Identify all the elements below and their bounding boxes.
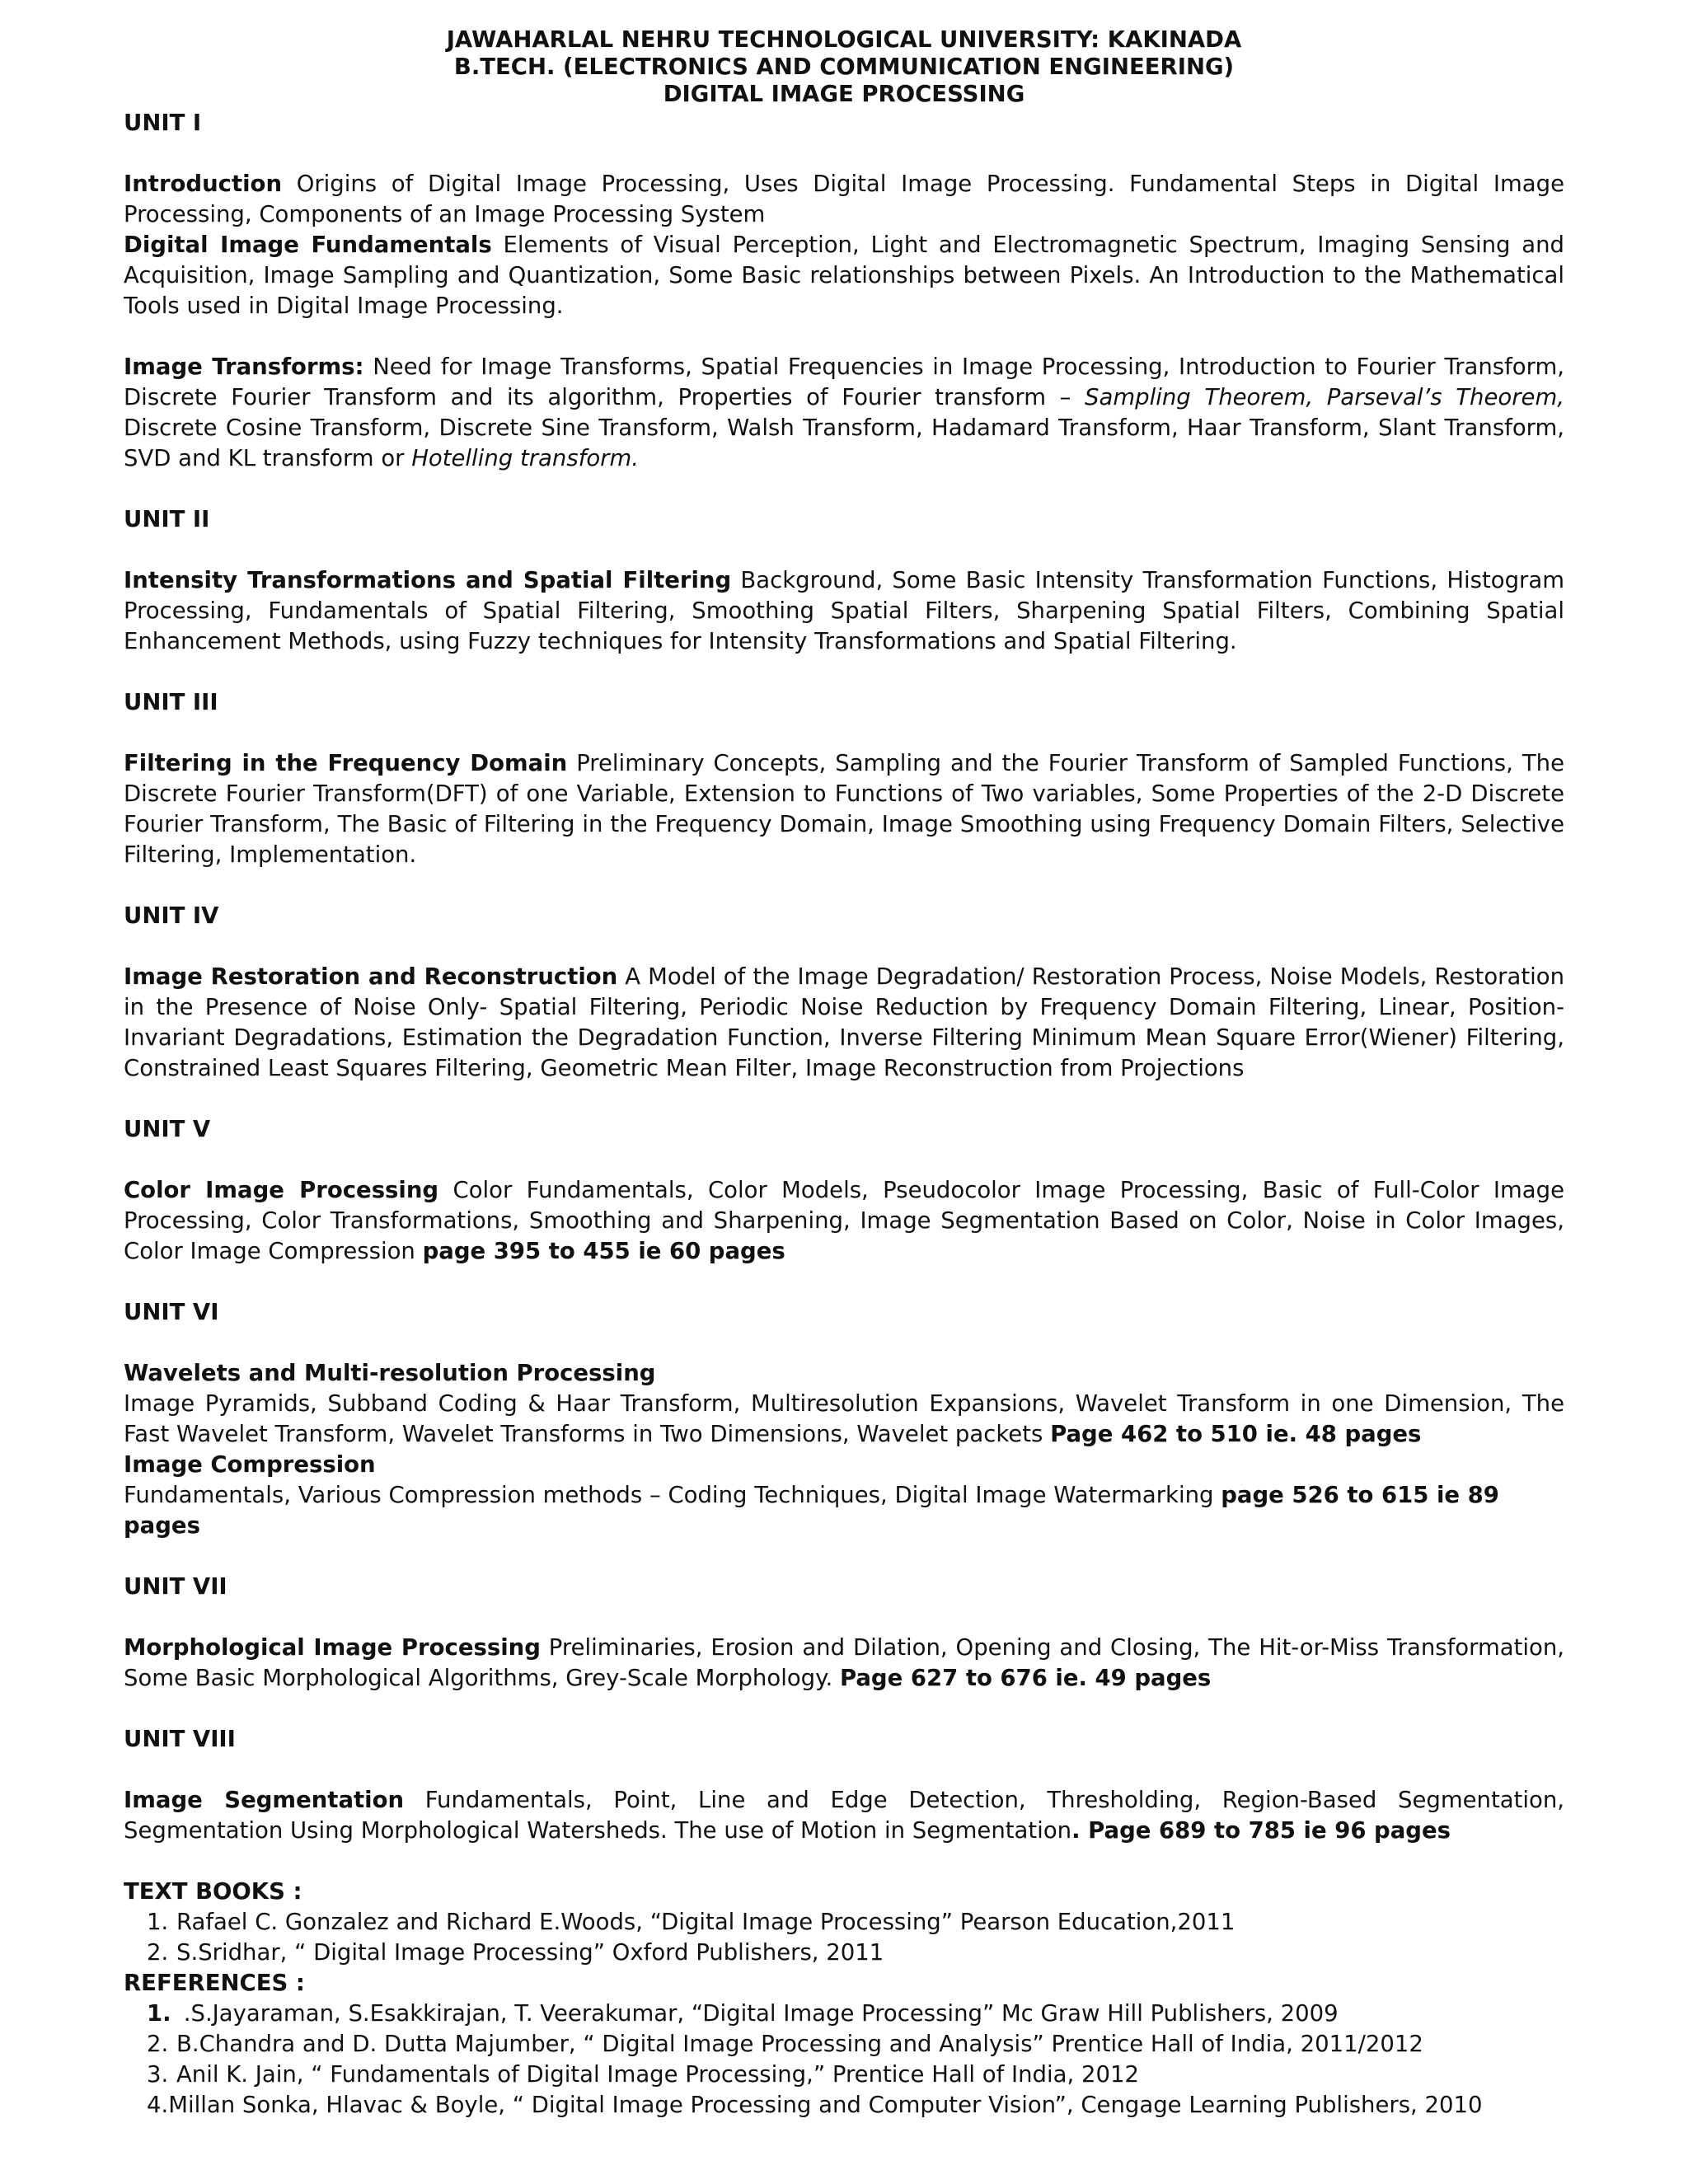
list-item — [124, 1907, 1564, 1938]
topic-heading: Color Image Processing — [124, 1177, 439, 1203]
textbooks-heading: TEXT BOOKS : — [124, 1878, 302, 1905]
topic-heading: Digital Image Fundamentals — [124, 232, 492, 258]
list-item — [124, 2060, 1564, 2090]
list-number: 3. — [147, 2061, 169, 2088]
list-item: 4.Millan Sonka, Hlavac & Boyle, “ Digital Image Processing and Computer Vision”, Cengage Learning Publishers, 2010 — [147, 2092, 1483, 2118]
topic-text: Discrete Cosine Transform, Discrete Sine Transform, Walsh Transform, Hadamard Transform, Haar Transform, Slant Transform, SVD and KL transform or — [124, 415, 1564, 471]
list-item — [124, 2029, 1564, 2060]
topic-text: Fundamentals, Various Compression methods – Coding Techniques, Digital Image Watermarking — [124, 1482, 1221, 1508]
unit-6-wavelets-body — [124, 1389, 1564, 1450]
unit-6-heading: UNIT VI — [124, 1299, 219, 1325]
references-list — [124, 1999, 1564, 2090]
unit-3-body — [124, 748, 1564, 870]
unit-6-compression-heading: Image Compression — [124, 1451, 376, 1478]
page-range: Page 462 to 510 ie. 48 pages — [1050, 1421, 1422, 1447]
list-number: 1. — [147, 1909, 169, 1935]
list-text: B.Chandra and D. Dutta Majumber, “ Digital Image Processing and Analysis” Prentice Hall of India, 2011/2012 — [176, 2031, 1423, 2057]
page-range: . Page 689 to 785 ie 96 pages — [1071, 1817, 1451, 1844]
unit-4-body — [124, 962, 1564, 1084]
topic-text: Fundamentals, Point, Line and Edge Detection, Thresholding, Region-Based Segmentation, Segmentation Using Morphological Watersheds. The use of Motion in Segmentation — [124, 1787, 1565, 1844]
unit-1-transforms — [124, 352, 1564, 474]
syllabus-page — [124, 26, 1564, 2121]
unit-1-heading: UNIT I — [124, 110, 202, 136]
unit-5-body — [124, 1175, 1564, 1267]
course-title: DIGITAL IMAGE PROCESSING — [663, 81, 1025, 107]
unit-8-body — [124, 1785, 1564, 1846]
list-text: .S.Jayaraman, S.Esakkirajan, T. Veerakumar, “Digital Image Processing” Mc Graw Hill Publishers, 2009 — [176, 2000, 1339, 2027]
unit-7-body — [124, 1633, 1564, 1694]
unit-6-compression-body — [124, 1480, 1564, 1541]
topic-heading: Intensity Transformations and Spatial Filtering — [124, 567, 732, 593]
topic-text: Color Fundamentals, Color Models, Pseudocolor Image Processing, Basic of Full-Color Image Processing, Color Transformations, Smoothing and Sharpening, Image Segmentation Based on Color, Noise in Color Images, Color Image Compression — [124, 1177, 1565, 1264]
topic-text: A Model of the Image Degradation/ Restoration Process, Noise Models, Restoration in the Presence of Noise Only- Spatial Filtering, Periodic Noise Reduction by Frequency Domain Filtering, Linear, Position-Invariant Degradations, Estimation the Degradation Function, Inverse Filtering Minimum Mean Square Error(Wiener) Filtering, Constrained Least Squares Filtering, Geometric Mean Filter, Image Reconstruction from Projections — [124, 963, 1564, 1081]
page-range: page 395 to 455 ie 60 pages — [422, 1238, 785, 1264]
document-header — [124, 26, 1564, 108]
topic-text: Need for Image Transforms, Spatial Frequencies in Image Processing, Introduction to Fourier Transform, Discrete Fourier Transform and its algorithm, Properties of Fourier transform – — [124, 354, 1564, 410]
unit-2-heading: UNIT II — [124, 506, 210, 532]
unit-8-heading: UNIT VIII — [124, 1726, 236, 1752]
list-text: Anil K. Jain, “ Fundamentals of Digital Image Processing,” Prentice Hall of India, 2012 — [176, 2061, 1139, 2088]
university-title: JAWAHARLAL NEHRU TECHNOLOGICAL UNIVERSITY: KAKINADA — [446, 26, 1242, 53]
page-range: Page 627 to 676 ie. 49 pages — [839, 1665, 1212, 1691]
unit-7-heading: UNIT VII — [124, 1573, 227, 1600]
unit-5-heading: UNIT V — [124, 1116, 211, 1142]
page-range: page 526 to 615 ie 89 pages — [124, 1482, 1499, 1539]
topic-text: Image Pyramids, Subband Coding & Haar Transform, Multiresolution Expansions, Wavelet Transform in one Dimension, The Fast Wavelet Transform, Wavelet Transforms in Two Dimensions, Wavelet packets — [124, 1390, 1564, 1447]
topic-heading: Image Restoration and Reconstruction — [124, 963, 618, 990]
topic-italic: Sampling Theorem, Parseval’s Theorem, — [1085, 384, 1564, 410]
list-item — [124, 1999, 1564, 2029]
list-number: 1. — [147, 2000, 171, 2027]
topic-heading: Image Segmentation — [124, 1787, 405, 1813]
list-text: Rafael C. Gonzalez and Richard E.Woods, “Digital Image Processing” Pearson Education,2011 — [176, 1909, 1236, 1935]
topic-text: Background, Some Basic Intensity Transformation Functions, Histogram Processing, Fundamentals of Spatial Filtering, Smoothing Spatial Filters, Sharpening Spatial Filters, Combining Spatial Enhancement Methods, using Fuzzy techniques for Intensity Transformations and Spatial Filtering. — [124, 567, 1564, 654]
program-title: B.TECH. (ELECTRONICS AND COMMUNICATION ENGINEERING) — [453, 54, 1235, 80]
topic-text: Preliminary Concepts, Sampling and the Fourier Transform of Sampled Functions, The Discrete Fourier Transform(DFT) of one Variable, Extension to Functions of Two variables, Some Properties of the 2-D Discrete Fourier Transform, The Basic of Filtering in the Frequency Domain, Image Smoothing using Frequency Domain Filters, Selective Filtering, Implementation. — [124, 750, 1564, 868]
topic-heading: Image Transforms: — [124, 354, 364, 380]
list-item — [124, 1938, 1564, 1968]
unit-4-heading: UNIT IV — [124, 902, 219, 929]
topic-text: Preliminaries, Erosion and Dilation, Opening and Closing, The Hit-or-Miss Transformation, Some Basic Morphological Algorithms, Grey-Scale Morphology. — [124, 1634, 1565, 1691]
topic-heading: Filtering in the Frequency Domain — [124, 750, 568, 776]
textbooks-list — [124, 1907, 1564, 1968]
topic-text: Origins of Digital Image Processing, Uses Digital Image Processing. Fundamental Steps in Digital Image Processing, Components of an Image Processing System — [124, 171, 1564, 227]
topic-heading: Morphological Image Processing — [124, 1634, 541, 1661]
list-number: 2. — [147, 2031, 169, 2057]
list-text: S.Sridhar, “ Digital Image Processing” Oxford Publishers, 2011 — [176, 1939, 884, 1966]
topic-text: Elements of Visual Perception, Light and Electromagnetic Spectrum, Imaging Sensing and Acquisition, Image Sampling and Quantization, Some Basic relationships between Pixels. An Introduction to the Mathematical Tools used in Digital Image Processing. — [124, 232, 1564, 319]
topic-heading: Introduction — [124, 171, 283, 197]
list-number: 2. — [147, 1939, 169, 1966]
unit-6-wavelets-heading: Wavelets and Multi-resolution Processing — [124, 1360, 656, 1386]
unit-1-fundamentals — [124, 230, 1564, 321]
unit-2-body — [124, 565, 1564, 657]
topic-italic: Hotelling transform. — [411, 445, 639, 471]
unit-1-intro — [124, 169, 1564, 230]
unit-3-heading: UNIT III — [124, 689, 218, 715]
references-heading: REFERENCES : — [124, 1970, 305, 1996]
